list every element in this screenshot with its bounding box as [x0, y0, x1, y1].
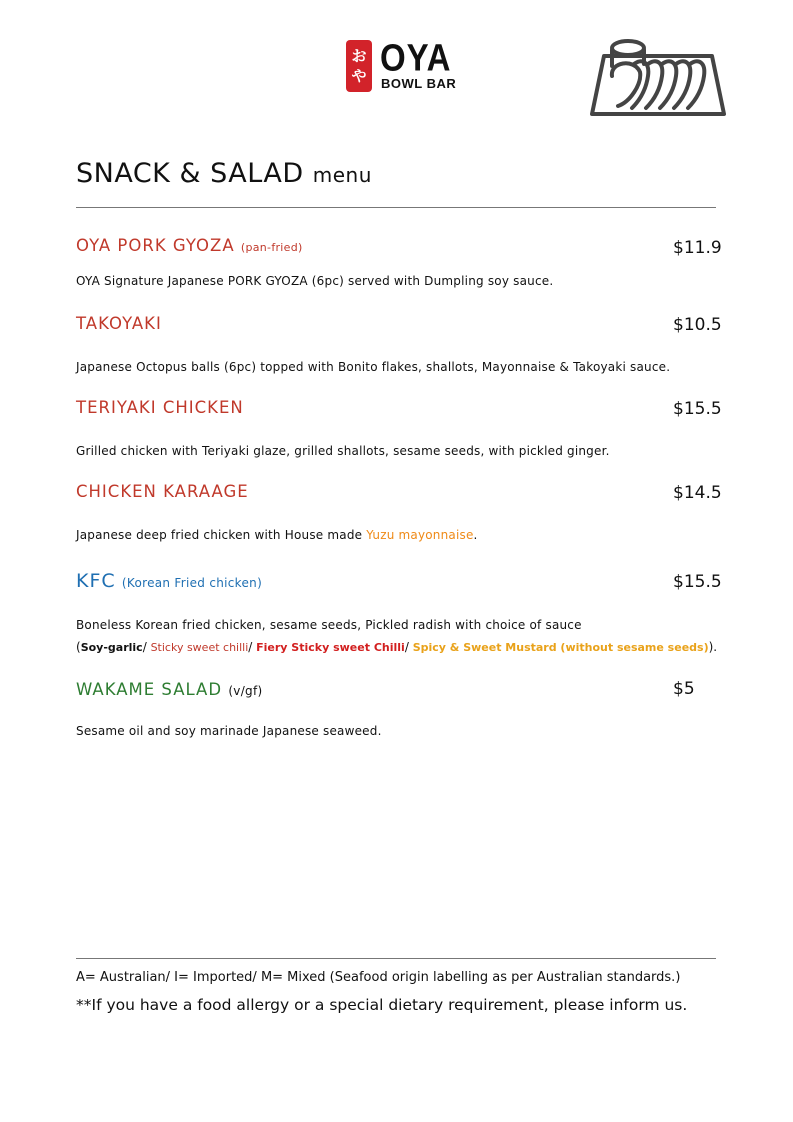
item-price: $15.5 [673, 572, 722, 592]
brand-name: OYA [380, 36, 452, 79]
sauce-soy-garlic: Soy-garlic [80, 641, 143, 654]
menu-item-name: TERIYAKI CHICKEN [76, 398, 244, 417]
description-end: . [473, 528, 478, 542]
menu-item-name: CHICKEN KARAAGE [76, 482, 249, 501]
item-note: (Korean Fried chicken) [121, 576, 263, 590]
sauce-spicy-mustard: Spicy & Sweet Mustard (without sesame seeds) [412, 641, 709, 654]
sauce-options [76, 640, 717, 654]
sauce-separator: / [248, 640, 253, 654]
item-description: Boneless Korean fried chicken, sesame seeds, Pickled radish with choice of sauce [76, 618, 582, 632]
title-main: SNACK & SALAD [76, 158, 304, 189]
item-price: $5 [673, 679, 695, 699]
yuzu-mayonnaise-highlight: Yuzu mayonnaise [366, 528, 474, 542]
item-note: (v/gf) [228, 684, 263, 698]
gyoza-icon [590, 36, 726, 118]
sauce-close: ). [708, 640, 718, 654]
item-description: Sesame oil and soy marinade Japanese seaweed. [76, 724, 382, 738]
item-description: Grilled chicken with Teriyaki glaze, grilled shallots, sesame seeds, with pickled ginger. [76, 444, 610, 458]
item-name-text: WAKAME SALAD [76, 680, 223, 699]
item-description: Japanese Octopus balls (6pc) topped with Bonito flakes, shallots, Mayonnaise & Takoyaki sauce. [76, 360, 671, 374]
logo-kana-bottom: や [351, 67, 367, 85]
brand-logo-mark [346, 40, 372, 92]
item-price: $11.9 [673, 238, 722, 258]
sauce-separator: / [404, 640, 409, 654]
page-title [76, 158, 372, 189]
item-name-text: OYA PORK GYOZA [76, 236, 235, 255]
sauce-open: ( [76, 640, 81, 654]
menu-item-name [76, 680, 262, 699]
origin-note: A= Australian/ I= Imported/ M= Mixed (Seafood origin labelling as per Australian standards.) [76, 970, 681, 985]
menu-item-name [76, 570, 262, 592]
item-price: $14.5 [673, 483, 722, 503]
item-note: (pan-fried) [240, 241, 303, 254]
brand-subtitle: BOWL BAR [381, 76, 457, 91]
sauce-sticky-sweet-chilli: Sticky sweet chilli [150, 641, 249, 654]
item-name-text: KFC [76, 570, 116, 592]
menu-item-name [76, 236, 303, 255]
bottom-divider [76, 958, 716, 959]
item-price: $15.5 [673, 399, 722, 419]
logo-kana-top: お [351, 46, 367, 65]
item-description [76, 528, 478, 542]
title-suffix: menu [312, 163, 372, 187]
top-divider [76, 207, 716, 208]
sauce-separator: / [142, 640, 147, 654]
description-text: Japanese deep fried chicken with House made [76, 528, 367, 542]
allergy-note: **If you have a food allergy or a special dietary requirement, please inform us. [76, 996, 688, 1014]
item-description: OYA Signature Japanese PORK GYOZA (6pc) served with Dumpling soy sauce. [76, 274, 554, 288]
item-price: $10.5 [673, 315, 722, 335]
menu-item-name: TAKOYAKI [76, 314, 162, 333]
sauce-fiery-chilli: Fiery Sticky sweet Chilli [256, 641, 405, 654]
